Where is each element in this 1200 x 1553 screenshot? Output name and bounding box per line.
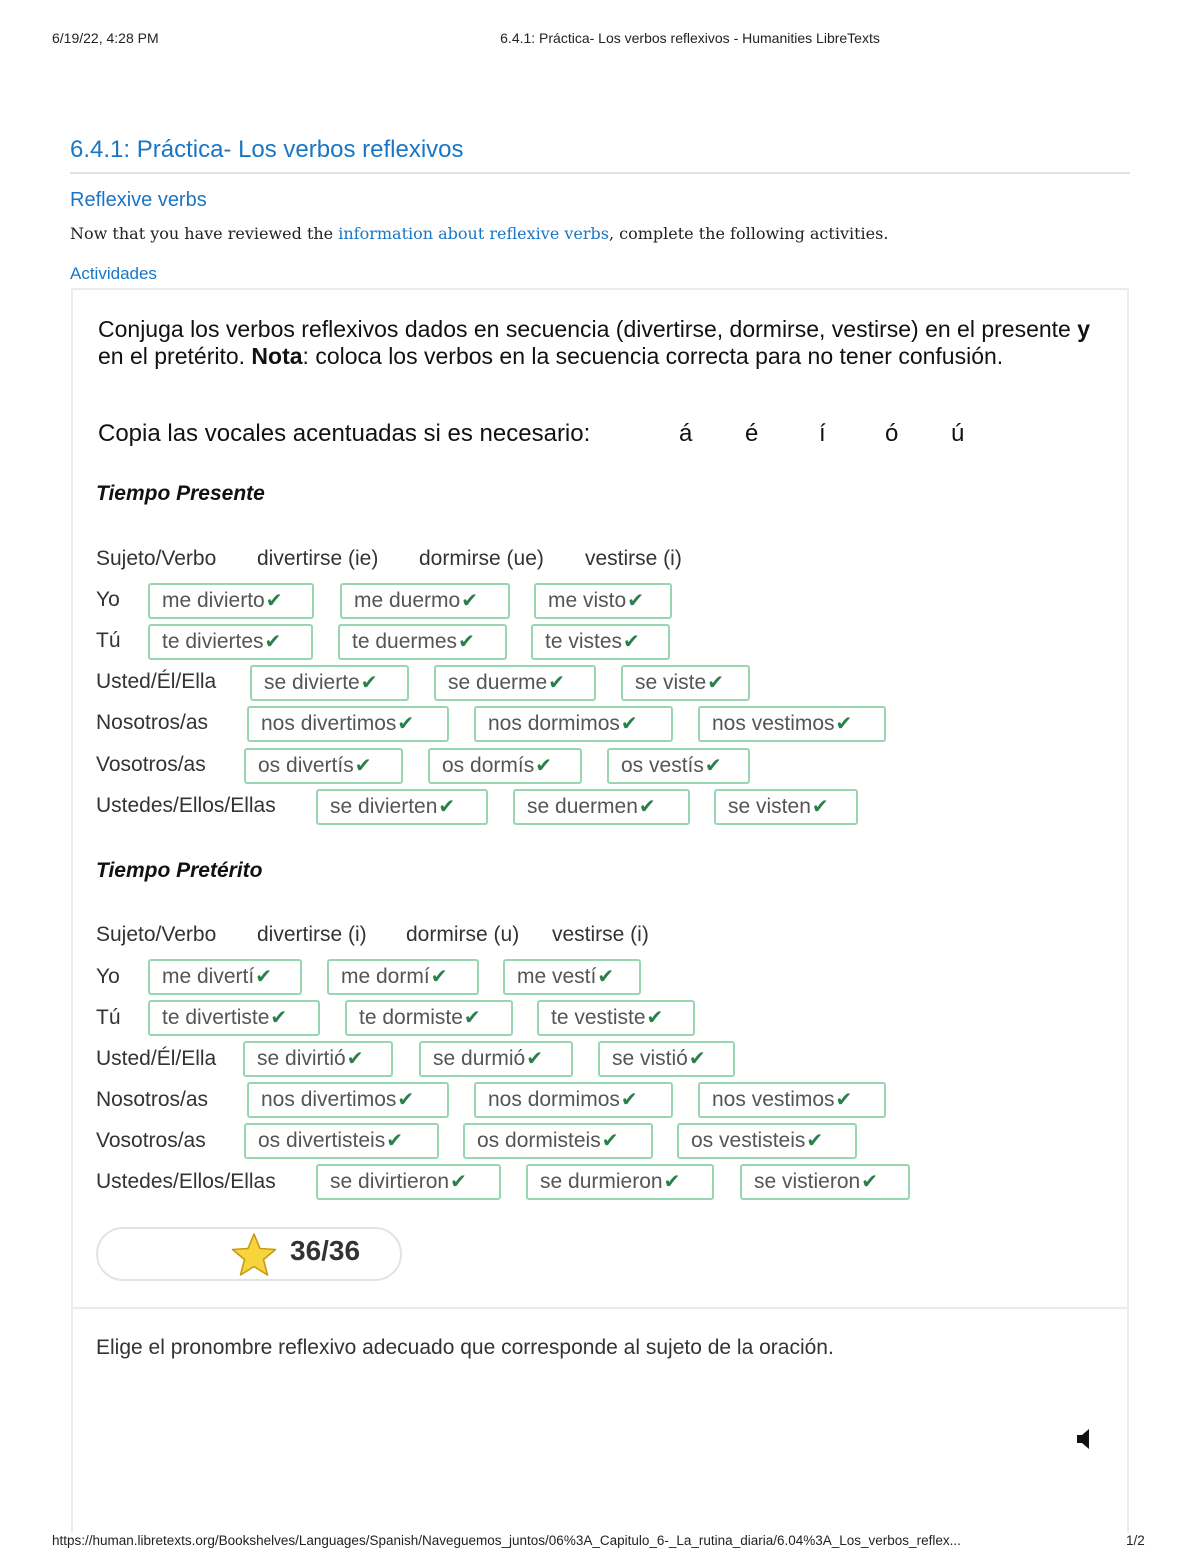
check-icon: ✔	[811, 796, 829, 818]
answer-field[interactable]: se durmieron✔	[526, 1164, 714, 1200]
page-title: 6.4.1: Práctica- Los verbos reflexivos	[70, 136, 464, 163]
check-icon: ✔	[255, 966, 272, 988]
answer-field[interactable]: me dormí✔	[327, 959, 479, 995]
answer-field[interactable]: se divirtieron✔	[316, 1164, 501, 1200]
activity2-prompt: Elige el pronombre reflexivo adecuado que corresponde al sujeto de la oración.	[96, 1336, 834, 1359]
check-icon: ✔	[620, 713, 638, 735]
check-icon: ✔	[663, 1171, 681, 1193]
answer-field[interactable]: nos dormimos✔	[474, 1082, 673, 1118]
answer-field[interactable]: se duermen✔	[513, 789, 690, 825]
answer-field[interactable]: se divierte✔	[250, 665, 409, 701]
answer-field[interactable]: me duermo✔	[340, 583, 510, 619]
answer-field[interactable]: me divierto✔	[148, 583, 314, 619]
activity-divider	[71, 1307, 1129, 1309]
preterito-subject-ustedes: Ustedes/Ellos/Ellas	[96, 1170, 276, 1193]
answer-field[interactable]: te vestiste✔	[537, 1000, 695, 1036]
check-icon: ✔	[346, 1048, 364, 1070]
activity2-frame-left	[71, 1308, 73, 1533]
check-icon: ✔	[270, 1007, 288, 1029]
presente-header-divertirse: divertirse (ie)	[257, 547, 379, 570]
preterito-subject-nosotros: Nosotros/as	[96, 1088, 209, 1111]
accent-i-button[interactable]: í	[819, 420, 826, 447]
answer-field[interactable]: te dormiste✔	[345, 1000, 513, 1036]
accent-prompt: Copia las vocales acentuadas si es necesario:	[98, 420, 591, 447]
answer-field[interactable]: me visto✔	[534, 583, 672, 619]
check-icon: ✔	[354, 755, 372, 777]
answer-field[interactable]: os vestisteis✔	[677, 1123, 857, 1159]
answer-field[interactable]: me divertí✔	[148, 959, 302, 995]
section-title: Reflexive verbs	[70, 189, 207, 211]
accent-o-button[interactable]: ó	[885, 420, 899, 447]
print-url: https://human.libretexts.org/Bookshelves/Languages/Spanish/Naveguemos_juntos/06%3A_Capitulo_6-_La_rutina_diaria/6.04%3A_Los_verbos_reflex...	[52, 1533, 961, 1548]
check-icon: ✔	[623, 631, 640, 653]
check-icon: ✔	[461, 590, 478, 612]
presente-subject-ustedes: Ustedes/Ellos/Ellas	[96, 794, 276, 817]
activity-instructions	[98, 316, 1098, 370]
check-icon: ✔	[835, 1089, 853, 1111]
preterito-subject-usted: Usted/Él/Ella	[96, 1047, 217, 1070]
print-page-number: 1/2	[1126, 1533, 1145, 1548]
preterito-subject-yo: Yo	[96, 965, 120, 988]
preterito-header-vestirse: vestirse (i)	[552, 923, 649, 946]
presente-subject-usted: Usted/Él/Ella	[96, 670, 217, 693]
answer-field[interactable]: te vistes✔	[531, 624, 670, 660]
check-icon: ✔	[264, 631, 282, 653]
answer-field[interactable]: se durmió✔	[419, 1041, 573, 1077]
activities-label: Actividades	[70, 264, 157, 283]
check-icon: ✔	[438, 796, 456, 818]
presente-subject-vosotros: Vosotros/as	[96, 753, 206, 776]
preterito-title: Tiempo Pretérito	[96, 859, 263, 882]
answer-field[interactable]: os vestís✔	[607, 748, 750, 784]
print-header	[0, 30, 1200, 50]
presente-subject-tu: Tú	[96, 629, 121, 652]
check-icon: ✔	[601, 1130, 619, 1152]
instr-part2: en el pretérito.	[98, 343, 252, 369]
preterito-header-dormirse: dormirse (u)	[406, 923, 520, 946]
answer-field[interactable]: os divertisteis✔	[244, 1123, 439, 1159]
check-icon: ✔	[463, 1007, 481, 1029]
check-icon: ✔	[360, 672, 378, 694]
check-icon: ✔	[707, 672, 724, 694]
instr-part1: Conjuga los verbos reflexivos dados en secuencia (divertirse, dormirse, vestirse) en el presente	[98, 316, 1078, 342]
preterito-header-subject: Sujeto/Verbo	[96, 923, 217, 946]
intro-text	[70, 224, 888, 243]
intro-before: Now that you have reviewed the	[70, 224, 339, 243]
answer-field[interactable]: nos dormimos✔	[474, 706, 673, 742]
answer-field[interactable]: se vistió✔	[598, 1041, 735, 1077]
answer-field[interactable]: te diviertes✔	[148, 624, 313, 660]
check-icon: ✔	[535, 755, 552, 777]
preterito-subject-tu: Tú	[96, 1006, 121, 1029]
presente-header-dormirse: dormirse (ue)	[419, 547, 544, 570]
check-icon: ✔	[646, 1007, 664, 1029]
answer-field[interactable]: se duerme✔	[434, 665, 596, 701]
accent-u-button[interactable]: ú	[951, 420, 965, 447]
check-icon: ✔	[627, 590, 644, 612]
check-icon: ✔	[450, 1171, 467, 1193]
presente-title: Tiempo Presente	[96, 482, 265, 505]
answer-field[interactable]: nos vestimos✔	[698, 1082, 886, 1118]
answer-field[interactable]: nos divertimos✔	[247, 1082, 449, 1118]
answer-field[interactable]: me vestí✔	[503, 959, 641, 995]
instr-nota: Nota	[251, 343, 303, 369]
check-icon: ✔	[548, 672, 565, 694]
answer-field[interactable]: te divertiste✔	[148, 1000, 320, 1036]
check-icon: ✔	[861, 1171, 878, 1193]
answer-field[interactable]: te duermes✔	[338, 624, 507, 660]
check-icon: ✔	[638, 796, 656, 818]
answer-field[interactable]: se viste✔	[621, 665, 750, 701]
answer-field[interactable]: os dormís✔	[428, 748, 582, 784]
preterito-header-divertirse: divertirse (i)	[257, 923, 367, 946]
check-icon: ✔	[526, 1048, 543, 1070]
check-icon: ✔	[620, 1089, 638, 1111]
check-icon: ✔	[688, 1048, 706, 1070]
answer-field[interactable]: os divertís✔	[244, 748, 403, 784]
answer-field[interactable]: se visten✔	[714, 789, 858, 825]
presente-header-vestirse: vestirse (i)	[585, 547, 682, 570]
accent-a-button[interactable]: á	[679, 420, 693, 447]
presente-subject-yo: Yo	[96, 588, 120, 611]
answer-field[interactable]: se divirtió✔	[243, 1041, 393, 1077]
title-divider	[70, 172, 1130, 174]
print-date: 6/19/22, 4:28 PM	[52, 30, 159, 46]
answer-field[interactable]: se vistieron✔	[740, 1164, 910, 1200]
instr-part3: : coloca los verbos en la secuencia correcta para no tener confusión.	[302, 343, 1004, 369]
check-icon: ✔	[386, 1130, 403, 1152]
check-icon: ✔	[397, 713, 415, 735]
answer-field[interactable]: nos vestimos✔	[698, 706, 886, 742]
check-icon: ✔	[265, 590, 283, 612]
presente-header-subject: Sujeto/Verbo	[96, 547, 217, 570]
check-icon: ✔	[704, 755, 722, 777]
presente-subject-nosotros: Nosotros/as	[96, 711, 209, 734]
answer-field[interactable]: nos divertimos✔	[247, 706, 449, 742]
intro-after: , complete the following activities.	[608, 224, 889, 243]
answer-field[interactable]: se divierten✔	[316, 789, 488, 825]
instr-y: y	[1077, 316, 1091, 342]
reflexive-verbs-info-link[interactable]: information about reflexive verbs	[338, 224, 609, 243]
accent-e-button[interactable]: é	[745, 420, 759, 447]
check-icon: ✔	[458, 631, 475, 653]
check-icon: ✔	[597, 966, 615, 988]
check-icon: ✔	[806, 1130, 824, 1152]
print-footer	[0, 1533, 1200, 1551]
check-icon: ✔	[430, 966, 448, 988]
speaker-icon[interactable]	[1076, 1428, 1094, 1450]
score-value: 36/36	[290, 1235, 361, 1266]
star-icon	[231, 1232, 277, 1278]
check-icon: ✔	[397, 1089, 415, 1111]
print-page-title: 6.4.1: Práctica- Los verbos reflexivos - Humanities LibreTexts	[500, 30, 880, 46]
preterito-subject-vosotros: Vosotros/as	[96, 1129, 206, 1152]
check-icon: ✔	[835, 713, 853, 735]
activity2-frame-right	[1127, 1308, 1129, 1533]
answer-field[interactable]: os dormisteis✔	[463, 1123, 653, 1159]
